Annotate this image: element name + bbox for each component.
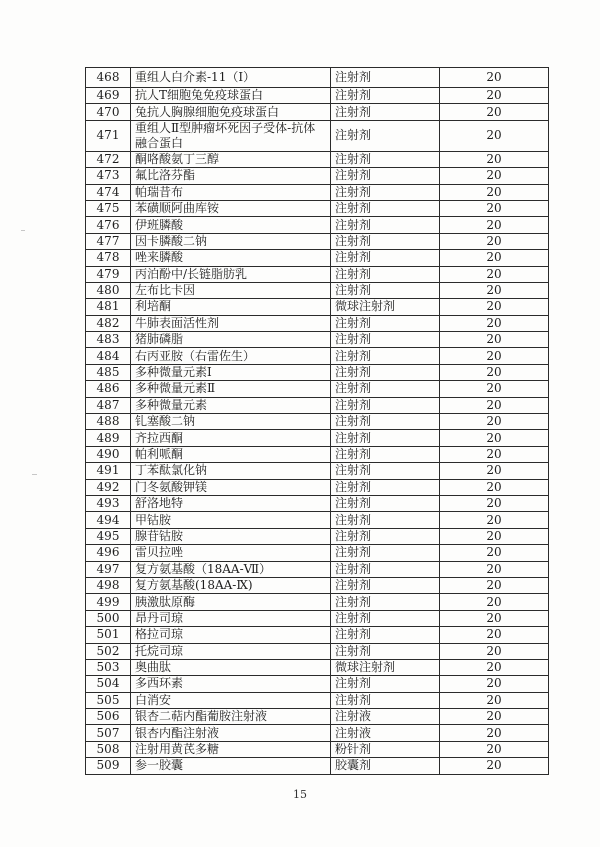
drug-name-cell: 猪肺磷脂 xyxy=(131,332,331,348)
table-row xyxy=(86,168,549,184)
dosage-form-cell: 注射剂 xyxy=(331,446,440,462)
table-row xyxy=(86,676,549,692)
value-cell: 20 xyxy=(440,299,549,315)
drug-name-cell: 多种微量元素Ⅰ xyxy=(131,364,331,380)
table-row xyxy=(86,528,549,544)
value-cell: 20 xyxy=(440,692,549,708)
table-row xyxy=(86,381,549,397)
row-number-cell: 470 xyxy=(86,104,131,120)
value-cell: 20 xyxy=(440,414,549,430)
row-number-cell: 498 xyxy=(86,577,131,593)
drug-name-cell: 帕利哌酮 xyxy=(131,446,331,462)
drug-name-cell: 注射用黄芪多糖 xyxy=(131,741,331,757)
value-cell: 20 xyxy=(440,348,549,364)
value-cell: 20 xyxy=(440,68,549,88)
row-number-cell: 489 xyxy=(86,430,131,446)
dosage-form-cell: 注射剂 xyxy=(331,282,440,298)
drug-name-cell: 多西环素 xyxy=(131,676,331,692)
drug-name-cell: 银杏内酯注射液 xyxy=(131,725,331,741)
row-number-cell: 475 xyxy=(86,200,131,216)
value-cell: 20 xyxy=(440,168,549,184)
row-number-cell: 481 xyxy=(86,299,131,315)
value-cell: 20 xyxy=(440,233,549,249)
dosage-form-cell: 注射剂 xyxy=(331,168,440,184)
scan-speck xyxy=(32,474,37,475)
row-number-cell: 492 xyxy=(86,479,131,495)
drug-name-cell: 右丙亚胺（右雷佐生） xyxy=(131,348,331,364)
table-row xyxy=(86,266,549,282)
table-row xyxy=(86,692,549,708)
value-cell: 20 xyxy=(440,430,549,446)
dosage-form-cell: 注射剂 xyxy=(331,184,440,200)
table-row xyxy=(86,463,549,479)
row-number-cell: 471 xyxy=(86,120,131,151)
value-cell: 20 xyxy=(440,610,549,626)
dosage-form-cell: 注射剂 xyxy=(331,315,440,331)
dosage-form-cell: 注射剂 xyxy=(331,364,440,380)
drug-name-cell: 苯磺顺阿曲库铵 xyxy=(131,200,331,216)
table-row xyxy=(86,495,549,511)
drug-name-cell: 雷贝拉唑 xyxy=(131,545,331,561)
dosage-form-cell: 注射液 xyxy=(331,709,440,725)
page-number: 15 xyxy=(293,788,307,801)
dosage-form-cell: 注射剂 xyxy=(331,68,440,88)
value-cell: 20 xyxy=(440,250,549,266)
drug-name-cell: 帕瑞昔布 xyxy=(131,184,331,200)
value-cell: 20 xyxy=(440,758,549,774)
dosage-form-cell: 注射剂 xyxy=(331,643,440,659)
dosage-form-cell: 注射剂 xyxy=(331,332,440,348)
dosage-form-cell: 注射剂 xyxy=(331,200,440,216)
drug-name-cell: 甲钴胺 xyxy=(131,512,331,528)
value-cell: 20 xyxy=(440,676,549,692)
dosage-form-cell: 注射剂 xyxy=(331,217,440,233)
dosage-form-cell: 注射剂 xyxy=(331,414,440,430)
drug-name-cell: 氟比洛芬酯 xyxy=(131,168,331,184)
drug-name-cell: 昂丹司琼 xyxy=(131,610,331,626)
dosage-form-cell: 注射剂 xyxy=(331,577,440,593)
dosage-form-cell: 注射剂 xyxy=(331,594,440,610)
value-cell: 20 xyxy=(440,627,549,643)
row-number-cell: 501 xyxy=(86,627,131,643)
value-cell: 20 xyxy=(440,364,549,380)
row-number-cell: 494 xyxy=(86,512,131,528)
table-row xyxy=(86,741,549,757)
value-cell: 20 xyxy=(440,120,549,151)
dosage-form-cell: 注射剂 xyxy=(331,104,440,120)
value-cell: 20 xyxy=(440,397,549,413)
dosage-form-cell: 注射剂 xyxy=(331,512,440,528)
dosage-form-cell: 注射剂 xyxy=(331,348,440,364)
value-cell: 20 xyxy=(440,741,549,757)
drug-name-cell: 舒洛地特 xyxy=(131,495,331,511)
table-row xyxy=(86,627,549,643)
table-row xyxy=(86,725,549,741)
table-row xyxy=(86,233,549,249)
row-number-cell: 486 xyxy=(86,381,131,397)
dosage-form-cell: 注射剂 xyxy=(331,528,440,544)
row-number-cell: 507 xyxy=(86,725,131,741)
row-number-cell: 487 xyxy=(86,397,131,413)
drug-name-cell: 参一胶囊 xyxy=(131,758,331,774)
drug-name-cell: 钆塞酸二钠 xyxy=(131,414,331,430)
row-number-cell: 480 xyxy=(86,282,131,298)
dosage-form-cell: 注射剂 xyxy=(331,495,440,511)
row-number-cell: 499 xyxy=(86,594,131,610)
drug-name-cell: 牛肺表面活性剂 xyxy=(131,315,331,331)
drug-name-cell: 多种微量元素Ⅱ xyxy=(131,381,331,397)
value-cell: 20 xyxy=(440,315,549,331)
table-row xyxy=(86,88,549,104)
value-cell: 20 xyxy=(440,495,549,511)
dosage-form-cell: 注射剂 xyxy=(331,250,440,266)
dosage-form-cell: 微球注射剂 xyxy=(331,299,440,315)
drug-name-cell: 因卡膦酸二钠 xyxy=(131,233,331,249)
row-number-cell: 476 xyxy=(86,217,131,233)
row-number-cell: 509 xyxy=(86,758,131,774)
row-number-cell: 483 xyxy=(86,332,131,348)
row-number-cell: 468 xyxy=(86,68,131,88)
table-row xyxy=(86,299,549,315)
row-number-cell: 497 xyxy=(86,561,131,577)
table-row xyxy=(86,200,549,216)
table-row xyxy=(86,250,549,266)
dosage-form-cell: 微球注射剂 xyxy=(331,659,440,675)
dosage-form-cell: 注射剂 xyxy=(331,610,440,626)
row-number-cell: 479 xyxy=(86,266,131,282)
row-number-cell: 488 xyxy=(86,414,131,430)
value-cell: 20 xyxy=(440,446,549,462)
drug-name-cell: 唑来膦酸 xyxy=(131,250,331,266)
drug-name-cell: 左布比卡因 xyxy=(131,282,331,298)
row-number-cell: 502 xyxy=(86,643,131,659)
value-cell: 20 xyxy=(440,659,549,675)
value-cell: 20 xyxy=(440,709,549,725)
dosage-form-cell: 注射剂 xyxy=(331,692,440,708)
table-row xyxy=(86,758,549,774)
table-row xyxy=(86,397,549,413)
drug-name-cell: 伊班膦酸 xyxy=(131,217,331,233)
value-cell: 20 xyxy=(440,88,549,104)
table-row xyxy=(86,561,549,577)
table-row xyxy=(86,184,549,200)
dosage-form-cell: 注射液 xyxy=(331,725,440,741)
drug-name-cell: 重组人Ⅱ型肿瘤坏死因子受体-抗体融合蛋白 xyxy=(131,120,331,151)
row-number-cell: 504 xyxy=(86,676,131,692)
row-number-cell: 485 xyxy=(86,364,131,380)
table-row xyxy=(86,332,549,348)
value-cell: 20 xyxy=(440,184,549,200)
row-number-cell: 493 xyxy=(86,495,131,511)
dosage-form-cell: 胶囊剂 xyxy=(331,758,440,774)
value-cell: 20 xyxy=(440,104,549,120)
drug-name-cell: 丙泊酚中/长链脂肪乳 xyxy=(131,266,331,282)
table-row xyxy=(86,104,549,120)
drug-name-cell: 托烷司琼 xyxy=(131,643,331,659)
table-row xyxy=(86,643,549,659)
value-cell: 20 xyxy=(440,594,549,610)
value-cell: 20 xyxy=(440,282,549,298)
row-number-cell: 482 xyxy=(86,315,131,331)
value-cell: 20 xyxy=(440,151,549,167)
table-row xyxy=(86,446,549,462)
drug-name-cell: 复方氨基酸（18AA-Ⅶ） xyxy=(131,561,331,577)
table-row xyxy=(86,315,549,331)
dosage-form-cell: 注射剂 xyxy=(331,266,440,282)
row-number-cell: 472 xyxy=(86,151,131,167)
table-row xyxy=(86,594,549,610)
row-number-cell: 508 xyxy=(86,741,131,757)
drug-name-cell: 胰激肽原酶 xyxy=(131,594,331,610)
row-number-cell: 478 xyxy=(86,250,131,266)
table-row xyxy=(86,68,549,88)
dosage-form-cell: 粉针剂 xyxy=(331,741,440,757)
table-row xyxy=(86,610,549,626)
row-number-cell: 484 xyxy=(86,348,131,364)
drug-name-cell: 格拉司琼 xyxy=(131,627,331,643)
value-cell: 20 xyxy=(440,463,549,479)
row-number-cell: 505 xyxy=(86,692,131,708)
table-row xyxy=(86,659,549,675)
drug-name-cell: 复方氨基酸(18AA-Ⅸ) xyxy=(131,577,331,593)
drug-name-cell: 奥曲肽 xyxy=(131,659,331,675)
drug-name-cell: 门冬氨酸钾镁 xyxy=(131,479,331,495)
dosage-form-cell: 注射剂 xyxy=(331,430,440,446)
table-row xyxy=(86,364,549,380)
table-row xyxy=(86,479,549,495)
drug-name-cell: 齐拉西酮 xyxy=(131,430,331,446)
dosage-form-cell: 注射剂 xyxy=(331,381,440,397)
row-number-cell: 469 xyxy=(86,88,131,104)
drug-name-cell: 丁苯酞氯化钠 xyxy=(131,463,331,479)
row-number-cell: 491 xyxy=(86,463,131,479)
dosage-form-cell: 注射剂 xyxy=(331,561,440,577)
dosage-form-cell: 注射剂 xyxy=(331,151,440,167)
row-number-cell: 495 xyxy=(86,528,131,544)
dosage-form-cell: 注射剂 xyxy=(331,463,440,479)
table-row xyxy=(86,430,549,446)
row-number-cell: 500 xyxy=(86,610,131,626)
value-cell: 20 xyxy=(440,332,549,348)
drug-list-table-body xyxy=(86,68,549,775)
dosage-form-cell: 注射剂 xyxy=(331,627,440,643)
drug-name-cell: 白消安 xyxy=(131,692,331,708)
value-cell: 20 xyxy=(440,381,549,397)
table-row xyxy=(86,151,549,167)
dosage-form-cell: 注射剂 xyxy=(331,88,440,104)
row-number-cell: 496 xyxy=(86,545,131,561)
value-cell: 20 xyxy=(440,643,549,659)
drug-name-cell: 兔抗人胸腺细胞免疫球蛋白 xyxy=(131,104,331,120)
drug-name-cell: 重组人白介素-11（Ⅰ） xyxy=(131,68,331,88)
row-number-cell: 477 xyxy=(86,233,131,249)
drug-name-cell: 银杏二萜内酯葡胺注射液 xyxy=(131,709,331,725)
value-cell: 20 xyxy=(440,561,549,577)
table-row xyxy=(86,282,549,298)
row-number-cell: 503 xyxy=(86,659,131,675)
row-number-cell: 490 xyxy=(86,446,131,462)
dosage-form-cell: 注射剂 xyxy=(331,545,440,561)
drug-name-cell: 利培酮 xyxy=(131,299,331,315)
value-cell: 20 xyxy=(440,725,549,741)
dosage-form-cell: 注射剂 xyxy=(331,676,440,692)
table-row xyxy=(86,120,549,151)
value-cell: 20 xyxy=(440,217,549,233)
table-row xyxy=(86,545,549,561)
drug-name-cell: 腺苷钴胺 xyxy=(131,528,331,544)
dosage-form-cell: 注射剂 xyxy=(331,479,440,495)
dosage-form-cell: 注射剂 xyxy=(331,397,440,413)
value-cell: 20 xyxy=(440,200,549,216)
drug-list-table xyxy=(85,67,549,775)
drug-name-cell: 酮咯酸氨丁三醇 xyxy=(131,151,331,167)
drug-name-cell: 抗人T细胞兔免疫球蛋白 xyxy=(131,88,331,104)
scan-speck xyxy=(21,230,25,231)
value-cell: 20 xyxy=(440,479,549,495)
dosage-form-cell: 注射剂 xyxy=(331,120,440,151)
table-row xyxy=(86,348,549,364)
drug-name-cell: 多种微量元素 xyxy=(131,397,331,413)
value-cell: 20 xyxy=(440,528,549,544)
value-cell: 20 xyxy=(440,545,549,561)
table-row xyxy=(86,414,549,430)
dosage-form-cell: 注射剂 xyxy=(331,233,440,249)
row-number-cell: 506 xyxy=(86,709,131,725)
value-cell: 20 xyxy=(440,512,549,528)
table-row xyxy=(86,217,549,233)
value-cell: 20 xyxy=(440,577,549,593)
row-number-cell: 474 xyxy=(86,184,131,200)
value-cell: 20 xyxy=(440,266,549,282)
table-row xyxy=(86,709,549,725)
row-number-cell: 473 xyxy=(86,168,131,184)
table-row xyxy=(86,577,549,593)
table-row xyxy=(86,512,549,528)
